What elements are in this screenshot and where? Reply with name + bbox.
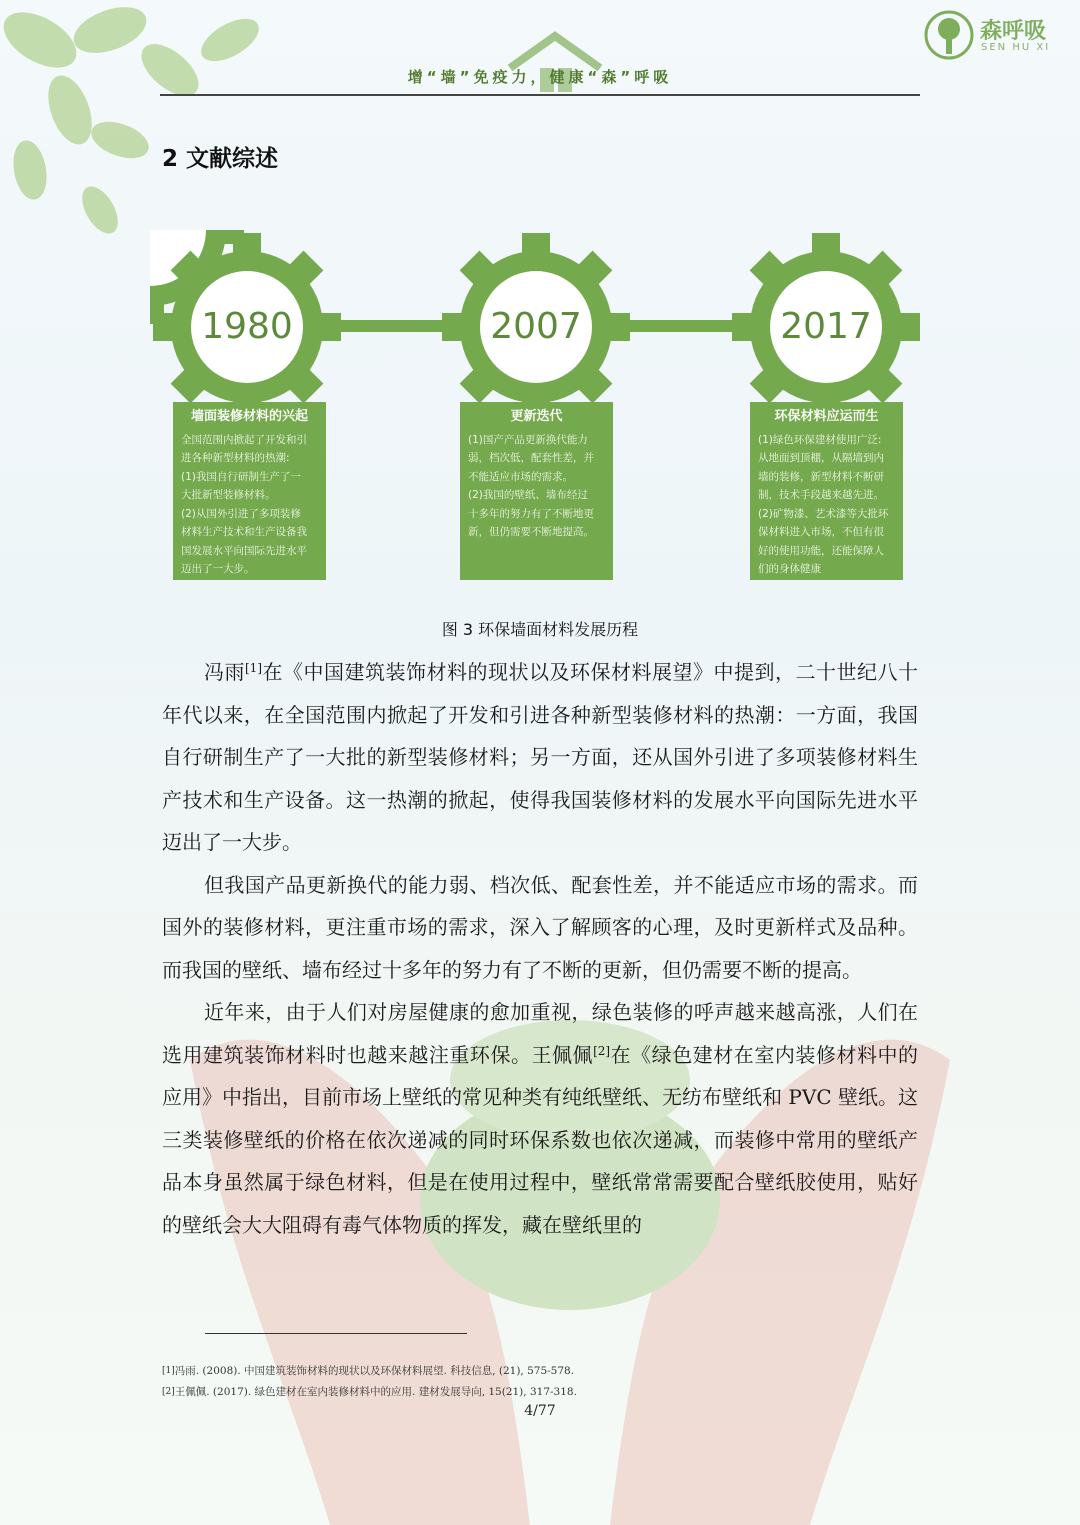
- footnote: [162, 1382, 922, 1403]
- logo-text: 森呼吸: [980, 19, 1047, 44]
- paragraph-text: 近年来，由于人们对房屋健康的愈加重视，绿色装修的呼声越来越高涨，人们在选用建筑装饰材料时也越来越注重环保。王佩佩: [162, 1000, 918, 1067]
- timeline-figure: [150, 230, 930, 590]
- card-title: 更新迭代: [510, 409, 563, 424]
- card-line: 弱，档次低，配套性差，并: [468, 452, 594, 464]
- card-line: 大批新型装修材料。: [181, 489, 276, 501]
- card-line: 国发展水平向国际先进水平: [181, 544, 307, 557]
- year-label-2017: 2017: [780, 306, 872, 347]
- card-line: 迈出了一大步。: [181, 563, 255, 575]
- card-line: 十多年的努力有了不断地更: [468, 507, 594, 520]
- footnote: [162, 1361, 922, 1382]
- logo-subtext: SEN HU XI: [981, 42, 1051, 53]
- footnotes: [162, 1361, 922, 1403]
- paragraph-text: 在《中国建筑装饰材料的现状以及环保材料展望》中提到，二十世纪八十年代以来，在全国范围内掀起了开发和引进各种新型装修材料的热潮：一方面，我国自行研制生产了一大批的新型装修材料；另一方面，还从国外引进了多项装修材料生产技术和生产设备。这一热潮的掀起，使得我国装修材料的发展水平向国际先进水平迈出了一大步。: [162, 660, 918, 854]
- card-line: (1)绿色环保建材使用广泛:: [758, 433, 882, 446]
- card-line: 制，技术手段越来越先进。: [758, 489, 884, 501]
- card-line: 墙的装修，新型材料不断研: [758, 470, 884, 483]
- header-divider: [160, 94, 920, 96]
- card-line: 材料生产技术和生产设备我: [181, 526, 307, 538]
- brand-logo: [924, 10, 1064, 60]
- paragraph: [162, 991, 918, 1246]
- year-label-2007: 2007: [490, 306, 582, 347]
- card-line: (1)国产产品更新换代能力: [468, 433, 588, 446]
- timeline-card-1980: [173, 402, 326, 580]
- card-line: 好的使用功能，还能保障人: [758, 544, 884, 557]
- tree-logo-icon: [924, 10, 974, 60]
- card-line: 们的身体健康: [758, 563, 821, 575]
- timeline-card-2017: [750, 402, 903, 580]
- card-line: (2)从国外引进了多项装修: [181, 507, 301, 520]
- section-title: 2 文献综述: [162, 146, 279, 172]
- card-title: 墙面装修材料的兴起: [190, 409, 308, 424]
- card-title: 环保材料应运而生: [774, 409, 879, 424]
- footnote-text: 冯雨. (2008). 中国建筑装饰材料的现状以及环保材料展望. 科技信息, (21), 575-578.: [174, 1365, 575, 1377]
- card-line: 从地面到顶棚，从隔墙到内: [758, 452, 884, 464]
- page-number: 4/77: [524, 1403, 556, 1419]
- card-line: (2)我国的壁纸、墙布经过: [468, 489, 588, 501]
- card-line: 保材料进入市场，不但有很: [758, 526, 884, 538]
- citation-ref: [1]: [245, 661, 262, 675]
- paragraph: 但我国产品更新换代的能力弱、档次低、配套性差，并不能适应市场的需求。而国外的装修材料，更注重市场的需求，深入了解顾客的心理，及时更新样式及品种。而我国的壁纸、墙布经过十多年的努力有了不断的更新，但仍需要不断的提高。: [162, 872, 918, 982]
- card-line: 新，但仍需要不断地提高。: [468, 526, 594, 538]
- figure-caption: 图 3 环保墙面材料发展历程: [441, 620, 639, 639]
- body-text: [162, 651, 918, 1246]
- header-slogan: 增“墙”免疫力，健康“森”呼吸: [407, 68, 673, 86]
- timeline-card-2007: [460, 402, 613, 580]
- year-label-1980: 1980: [201, 306, 293, 347]
- card-line: (2)矿物漆、艺术漆等大批环: [758, 507, 889, 520]
- citation-ref: [2]: [593, 1043, 611, 1058]
- paragraph: [162, 651, 918, 864]
- paragraph-text: 冯雨: [204, 660, 245, 684]
- footnote-divider: [205, 1333, 467, 1334]
- footnote-mark: [1]: [162, 1366, 175, 1376]
- house-icon: [500, 28, 610, 98]
- leaves-decoration: [0, 0, 330, 260]
- paragraph-text: 在《绿色建材在室内装修材料中的应用》中指出，目前市场上壁纸的常见种类有纯纸壁纸、无纺布壁纸和 PVC 壁纸。这三类装修壁纸的价格在依次递减的同时环保系数也依次递减，而装修中常用的壁纸产品本身虽然属于绿色材料，但是在使用过程中，壁纸常常需要配合壁纸胶使用，贴好的壁纸会大大阻碍有毒气体物质的挥发，藏在壁纸里的: [162, 1042, 919, 1237]
- footnote-text: 王佩佩. (2017). 绿色建材在室内装修材料中的应用. 建材发展导向, 15(21), 317-318.: [174, 1386, 577, 1398]
- card-line: 全国范围内掀起了开发和引: [181, 433, 307, 446]
- card-line: (1)我国自行研制生产了一: [181, 470, 301, 483]
- card-line: 进各种新型材料的热潮:: [181, 452, 290, 464]
- footnote-mark: [2]: [162, 1387, 175, 1397]
- card-line: 不能适应市场的需求。: [468, 470, 573, 483]
